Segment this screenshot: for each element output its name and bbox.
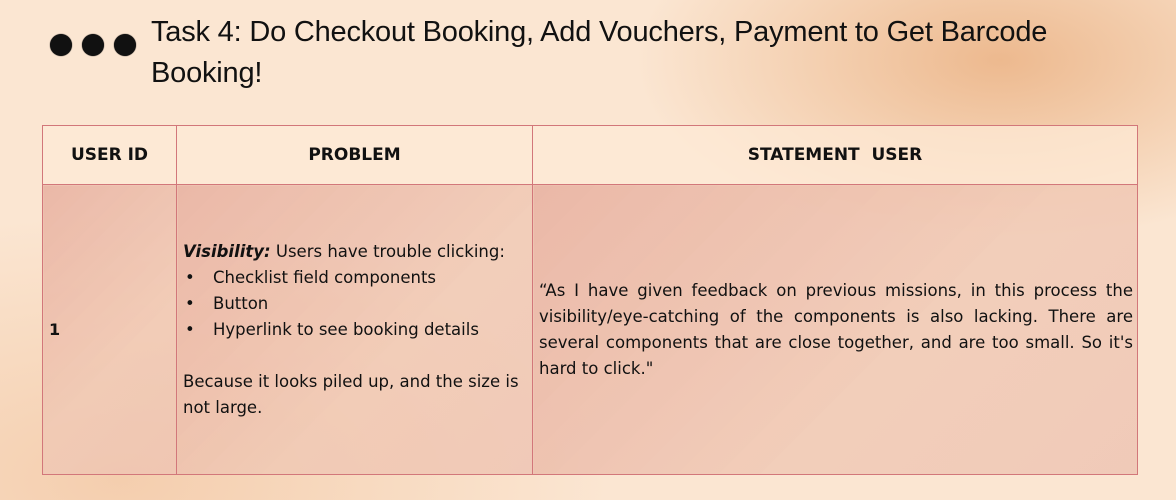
dot-icon bbox=[82, 34, 104, 56]
list-item bbox=[183, 265, 528, 291]
problem-cell bbox=[177, 185, 533, 475]
problem-category-label: Visibility: bbox=[183, 241, 271, 261]
dot-icon bbox=[50, 34, 72, 56]
table-header-row bbox=[43, 126, 1138, 185]
statement-cell: “As I have given feedback on previous missions, in this process the visibility/eye-catching of the components is also lacking. There are several components that are close together, and are too small. So it's hard to click." bbox=[533, 185, 1138, 475]
bullet-icon: • bbox=[185, 319, 195, 339]
problem-lead bbox=[183, 239, 528, 265]
column-header-statement-user: STATEMENT USER bbox=[533, 126, 1138, 185]
list-item-text: Hyperlink to see booking details bbox=[213, 319, 479, 339]
user-problem-table bbox=[42, 125, 1138, 475]
problem-intro: Users have trouble clicking: bbox=[270, 241, 505, 261]
page-title: Task 4: Do Checkout Booking, Add Vouchers, Payment to Get Barcode Booking! bbox=[151, 16, 1048, 89]
problem-note: Because it looks piled up, and the size is not large. bbox=[183, 371, 519, 417]
list-item-text: Button bbox=[213, 293, 269, 313]
bullet-icon: • bbox=[185, 293, 195, 313]
bullet-icon: • bbox=[185, 267, 195, 287]
list-item bbox=[183, 317, 528, 343]
list-item-text: Checklist field components bbox=[213, 267, 437, 287]
list-item bbox=[183, 291, 528, 317]
problem-list bbox=[183, 265, 528, 343]
column-header-user-id: USER ID bbox=[43, 126, 177, 185]
dot-icon bbox=[114, 34, 136, 56]
table-row bbox=[43, 185, 1138, 475]
column-header-problem: PROBLEM bbox=[177, 126, 533, 185]
three-dots-decoration bbox=[50, 34, 136, 56]
user-id-cell: 1 bbox=[43, 185, 177, 475]
